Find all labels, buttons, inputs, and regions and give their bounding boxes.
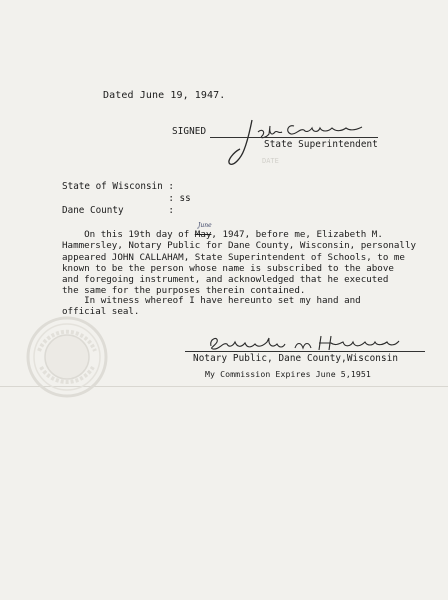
acknowledgment-paragraph	[62, 229, 422, 297]
signature-line	[210, 137, 378, 138]
faint-stamp: DATE	[262, 157, 279, 165]
body-line-6: the same for the purposes therein contained.	[62, 285, 306, 297]
notary-signature-line	[185, 351, 425, 352]
venue-county: Dane County :	[62, 205, 174, 216]
signer-title: State Superintendent	[264, 139, 378, 150]
handwritten-insertion: June	[198, 222, 212, 229]
body-line-3: appeared JOHN CALLAHAM, State Superintendent of Schools, to me	[62, 251, 405, 263]
witness-line-2: official seal.	[62, 306, 140, 318]
notary-title: Notary Public, Dane County,Wisconsin	[193, 353, 399, 364]
struck-word: May	[194, 229, 212, 240]
venue-block	[62, 181, 191, 217]
venue-state: State of Wisconsin :	[62, 181, 174, 192]
body-line-2: Hammersley, Notary Public for Dane County, Wisconsin, personally	[62, 240, 417, 252]
body-line-1	[62, 229, 422, 240]
body-line-5: and foregoing instrument, and acknowledged that he executed	[62, 274, 389, 286]
date-line: Dated June 19, 1947.	[103, 90, 226, 101]
venue-ss: : ss	[62, 193, 191, 204]
signed-label: SIGNED	[172, 126, 207, 137]
body-line-4: known to be the person whose name is subscribed to the above	[62, 262, 394, 274]
commission-expiry: My Commission Expires June 5,1951	[205, 369, 371, 379]
body-line-1-a: On this 19th day of	[84, 229, 195, 240]
body-line-1-b: , 1947, before me, Elizabeth M.	[211, 229, 383, 240]
witness-line-1: In witness whereof I have hereunto set my hand and	[62, 295, 361, 306]
embossed-notary-seal	[25, 315, 109, 399]
